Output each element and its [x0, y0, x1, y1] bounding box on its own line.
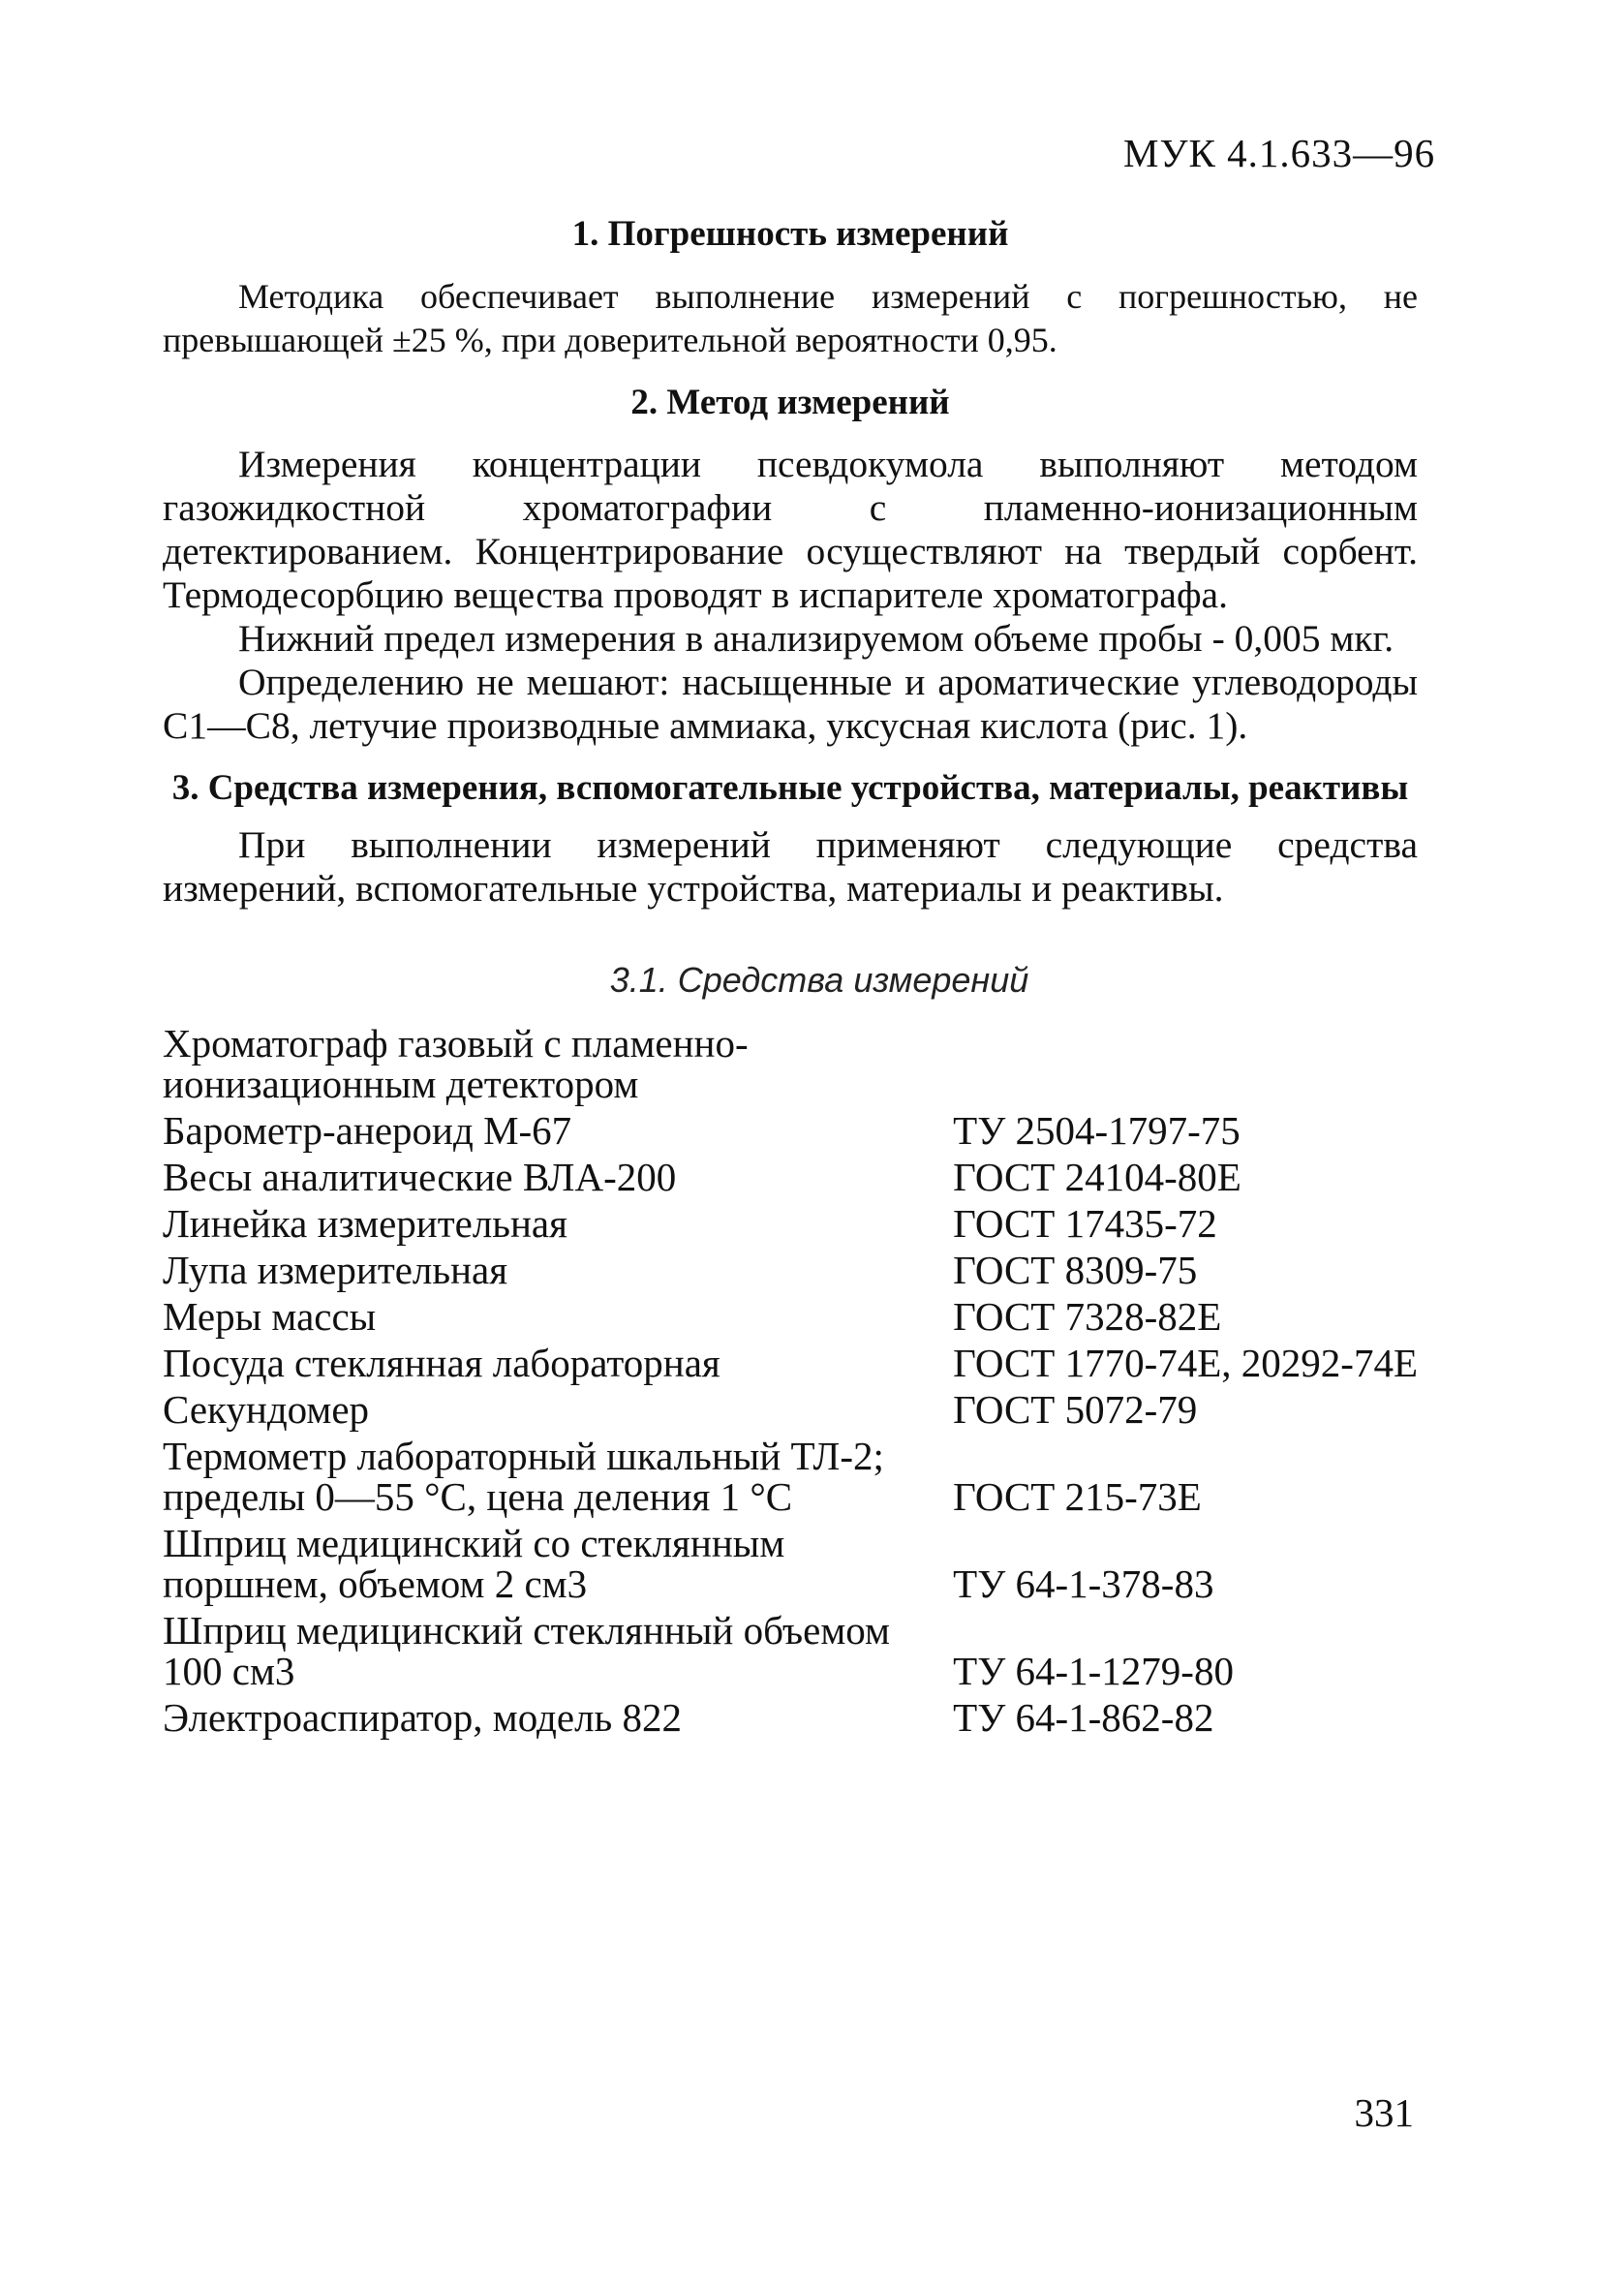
instrument-row: [163, 1436, 1418, 1523]
instrument-row: [163, 1610, 1418, 1697]
instrument-name: Термометр лабораторный шкальный ТЛ-2; пределы 0—55 °С, цена деления 1 °С: [163, 1434, 884, 1519]
section-2-paragraph-3: Определению не мешают: насыщенные и ароматические углеводороды C1—C8, летучие производные аммиака, уксусная кислота (рис. 1).: [163, 661, 1418, 747]
instrument-standard: ТУ 64-1-1279-80: [953, 1649, 1234, 1693]
section-2-heading: 2. Метод измерений: [630, 383, 950, 422]
instrument-name: Лупа измерительная: [163, 1248, 508, 1292]
instrument-standard: ТУ 2504-1797-75: [953, 1108, 1241, 1153]
instrument-row: [163, 1250, 1418, 1296]
instrument-name: Барометр-анероид М-67: [163, 1108, 572, 1153]
instrument-standard: ГОСТ 8309-75: [953, 1248, 1198, 1292]
subsection-title: 3.1. Средства измерений: [609, 960, 1029, 1000]
instrument-name: Весы аналитические ВЛА-200: [163, 1155, 677, 1199]
instrument-standard: [953, 1023, 1418, 1110]
instrument-standard: ГОСТ 17435-72: [953, 1201, 1217, 1246]
instrument-standard: ГОСТ 1770-74Е, 20292-74Е: [953, 1341, 1418, 1385]
instrument-row: [163, 1343, 1418, 1389]
section-3-heading: 3. Средства измерения, вспомогательные устройства, материалы, реактивы: [171, 768, 1409, 808]
document-body: [163, 203, 1418, 1744]
instrument-row: [163, 1110, 1418, 1157]
instrument-row: [163, 1389, 1418, 1436]
instrument-row: [163, 1157, 1418, 1203]
instrument-name: Шприц медицинский стеклянный объемом 100 см3: [163, 1608, 890, 1693]
instrument-standard: ГОСТ 5072-79: [953, 1387, 1198, 1432]
instrument-name: Меры массы: [163, 1294, 377, 1339]
instrument-row: [163, 1296, 1418, 1343]
instrument-name: Линейка измерительная: [163, 1201, 567, 1246]
instrument-row: [163, 1023, 1418, 1110]
instruments-table: [163, 1023, 1418, 1744]
instrument-name: Посуда стеклянная лабораторная: [163, 1341, 720, 1385]
instrument-standard: ТУ 64-1-378-83: [953, 1561, 1214, 1606]
document-code: МУК 4.1.633—96: [1123, 131, 1436, 175]
page-number: 331: [1354, 2090, 1414, 2135]
instrument-standard: ТУ 64-1-862-82: [953, 1695, 1214, 1740]
instrument-row: [163, 1203, 1418, 1250]
instrument-row: [163, 1523, 1418, 1610]
section-2-paragraph-1: Измерения концентрации псевдокумола выполняют методом газожидкостной хроматографии с пламенно-ионизационным детектированием. Концентрирование осуществляют на твердый сорбент. Термодесорбцию вещества проводят в испарителе хроматографа.: [163, 443, 1418, 616]
instrument-name: Хроматограф газовый с пламенно-ионизационным детектором: [163, 1021, 749, 1106]
instrument-name: Электроаспиратор, модель 822: [163, 1695, 683, 1740]
instrument-standard: ГОСТ 7328-82Е: [953, 1294, 1222, 1339]
section-3-paragraph: При выполнении измерений применяют следующие средства измерений, вспомогательные устройства, материалы и реактивы.: [163, 823, 1418, 910]
instrument-row: [163, 1697, 1418, 1744]
instrument-name: Шприц медицинский со стеклянным поршнем, объемом 2 см3: [163, 1521, 785, 1606]
section-1-heading: 1. Погрешность измерений: [571, 214, 1009, 254]
instrument-name: Секундомер: [163, 1387, 370, 1432]
section-2-paragraph-2: Нижний предел измерения в анализируемом объеме пробы - 0,005 мкг.: [238, 617, 1394, 660]
instrument-standard: ГОСТ 24104-80Е: [953, 1155, 1241, 1199]
section-1-paragraph: Методика обеспечивает выполнение измерений с погрешностью, не превышающей ±25 %, при доверительной вероятности 0,95.: [163, 277, 1418, 359]
instrument-standard: ГОСТ 215-73Е: [953, 1474, 1202, 1519]
